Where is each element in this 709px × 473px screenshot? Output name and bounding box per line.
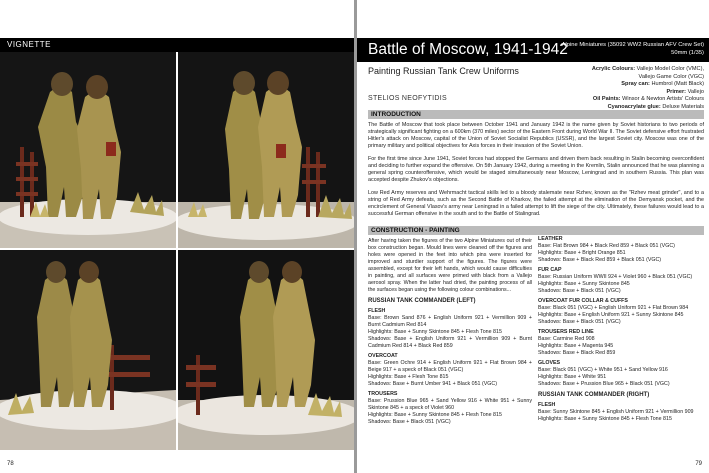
construction-left-column: [368, 238, 532, 426]
right-page: [357, 0, 709, 473]
colour-recipe: Shadows: Base + Prussion Blue 965 + Black 051 (VGC): [538, 381, 670, 387]
colour-recipe: Base: Flat Brown 984 + Black Red 859 + Black 051 (VGC): [538, 243, 675, 249]
colour-subheading: FUR CAP: [538, 267, 562, 273]
materials-item: [579, 74, 704, 82]
materials-value: Humbrol (Matt Black): [651, 81, 704, 87]
colour-recipe: Highlights: Base + English Uniform 921 + Sunny Skintone 845: [538, 312, 684, 318]
colour-recipe: Shadows: Base + Black Red 859: [538, 350, 616, 356]
kit-name: Alpine Miniatures (35092 WW2 Russian AFV Crew Set): [561, 42, 704, 48]
photo-figures-front-right: [178, 52, 354, 248]
page-number-left: 78: [7, 461, 14, 467]
colour-subheading: OVERCOAT FUR COLLAR & CUFFS: [538, 298, 628, 304]
colour-recipe: Base: Carmine Red 908: [538, 336, 595, 342]
intro-paragraph-2: For the first time since June 1941, Soviet forces had stopped the Germans and driven them back resulting in Stalin becoming overconfident and deciding to further expand the offensive. On 5th January 1942, during a meeting in the Kremlin, Stalin announced that he was planning a general spring counteroffensive, which would be staged simultaneously near Moscow, Leningrad and in southern Russia. This plan was accepted despite Zhukov's objections.: [368, 156, 704, 183]
colour-recipe: Shadows: Base + Black 051 (VGC): [538, 288, 621, 294]
materials-value: Deluxe Materials: [662, 103, 704, 110]
materials-item: [579, 96, 704, 104]
colour-recipe: Base: Prussion Blue 965 + Sand Yellow 916 + White 951 + Sunny Skintone 845 + a speck of Violet 960: [368, 398, 532, 411]
materials-item: [579, 89, 704, 97]
materials-value: Winsor & Newton Artists' Colours: [622, 96, 704, 102]
materials-label: Acrylic Colours:: [591, 66, 636, 72]
construction-text: After having taken the figures of the two Alpine Miniatures out of their box construction began. Mould lines were cleaned off the figures and holes were opened in the feet into which pins were inserted for improved and sturdier support of the figures. The figures were assembled, except for their left hands, which would cause difficulties in painting, and all surfaces were primed with black from a Vallejo aerosol spray. When the latter had dried, the painting process of all the surfaces began using the following colour combinations...: [368, 238, 532, 293]
colour-subheading: TROUSERS: [368, 391, 398, 397]
materials-value: Vallejo Game Color (VGC): [638, 73, 704, 80]
colour-recipe: Shadows: Base + Black 051 (VGC): [368, 419, 451, 425]
materials-item: [579, 66, 704, 74]
colour-subheading: TROUSERS RED LINE: [538, 329, 594, 335]
colour-subheading: FLESH: [368, 308, 386, 314]
materials-item: [579, 81, 704, 89]
page-number-right: 79: [695, 461, 702, 467]
intro-paragraph-1: The Battle of Moscow that took place between October 1941 and January 1942 is the name given by Soviet historians to two periods of strategically significant fighting on a 600km (370 miles) sector of the Eastern Front during World War II. The Soviet defensive effort frustrated Hitler's attack on Moscow, capital of the Union of Soviet Socialist Republics (USSR), and the largest Soviet city. Moscow was one of the primary military and political objectives for Axis forces in their invasion of the Soviet Union.: [368, 122, 704, 149]
materials-label: Cyanoacrylate glue:: [607, 103, 661, 110]
photo-figures-side-left: [0, 250, 176, 450]
colour-recipe: Highlights: Base + White 951: [538, 374, 607, 380]
kit-scale: 50mm (1/35): [671, 50, 704, 56]
figure-heading: RUSSIAN TANK COMMANDER (LEFT): [368, 298, 476, 304]
colour-recipe: Shadows: Base + Black 051 (VGC): [538, 319, 621, 325]
introduction-heading: INTRODUCTION: [371, 111, 421, 118]
colour-recipe: Shadows: Base + English Uniform 921 + Vermillion 909 + Burnt Cadmium Red 814 + Black Red 859: [368, 336, 532, 349]
article-subtitle: Painting Russian Tank Crew Uniforms: [368, 66, 519, 76]
construction-right-column: [538, 236, 704, 423]
colour-recipe: Shadows: Base + Black Red 859 + Black 051 (VGC): [538, 257, 662, 263]
author-name: STELIOS NEOFYTIDIS: [368, 95, 447, 102]
colour-recipe: Highlights: Base + Sunny Skintone 845: [538, 281, 630, 287]
photo-figures-side-right: [178, 250, 354, 450]
colour-recipe: Base: Green Ochre 914 + English Uniform 921 + Flat Brown 984 + Beige 917 + a speck of Black 051 (VGC): [368, 360, 532, 373]
article-title: Battle of Moscow, 1941-1942: [368, 41, 568, 58]
colour-recipe: Highlights: Base + Bright Orange 851: [538, 250, 626, 256]
materials-label: Primer:: [666, 88, 687, 95]
figure-heading: RUSSIAN TANK COMMANDER (RIGHT): [538, 392, 650, 398]
materials-label: Spray can:: [621, 81, 650, 87]
left-page: [0, 0, 354, 473]
colour-subheading: GLOVES: [538, 360, 561, 366]
colour-recipe: Base: Russian Uniform WWII 924 + Violet 960 + Black 051 (VGC): [538, 274, 693, 280]
colour-recipe: Highlights: Base + Flesh Tone 815: [368, 374, 449, 380]
colour-recipe: Base: Black 051 (VGC) + English Uniform 921 + Flat Brown 984: [538, 305, 689, 311]
colour-recipe: Highlights: Base + Sunny Skintone 845 + Flesh Tone 815: [368, 412, 502, 418]
intro-paragraph-3: Low Red Army reserves and Wehrmacht tactical skills led to a bloody stalemate near Rzhev, known as the "Rzhev meat grinder", and to a string of Red Army defeats, such as the Second Battle of Kharkov, the failed attempt at the elimination of the Demyansk pocket, and the encirclement of General Vlasov's army near Leningrad in a failed attempt to lift the siege of the city. Ultimately, these failures would lead to a successful German offensive in the south and to the Battle of Stalingrad.: [368, 190, 704, 217]
photo-figures-front-left: [0, 52, 176, 248]
colour-subheading: OVERCOAT: [368, 353, 398, 359]
colour-recipe: Base: Sunny Skintone 845 + English Uniform 921 + Vermillion 909: [538, 409, 694, 415]
construction-heading: CONSTRUCTION - PAINTING: [371, 227, 460, 234]
colour-recipe: Highlights: Base + Sunny Skintone 845 + Flesh Tone 815: [368, 329, 502, 335]
vignette-label: VIGNETTE: [7, 40, 52, 49]
materials-label: Oil Paints:: [592, 96, 621, 102]
colour-recipe: Shadows: Base + Burnt Umber 941 + Black 051 (VGC): [368, 381, 497, 387]
vignette-bar: [0, 38, 354, 52]
colour-subheading: LEATHER: [538, 236, 563, 242]
materials-value: Vallejo Model Color (VMC),: [636, 66, 704, 72]
colour-recipe: Base: Black 051 (VGC) + White 951 + Sand Yellow 916: [538, 367, 668, 373]
colour-recipe: Highlights: Base + Magenta 945: [538, 343, 614, 349]
materials-value: Vallejo: [687, 88, 704, 95]
colour-recipe: Highlights: Base + Sunny Skintone 845 + Flesh Tone 815: [538, 416, 672, 422]
colour-recipe: Base: Brown Sand 876 + English Uniform 921 + Vermillion 909 + Burnt Cadmium Red 814: [368, 315, 532, 328]
kit-info: [562, 41, 704, 57]
colour-subheading: FLESH: [538, 402, 556, 408]
